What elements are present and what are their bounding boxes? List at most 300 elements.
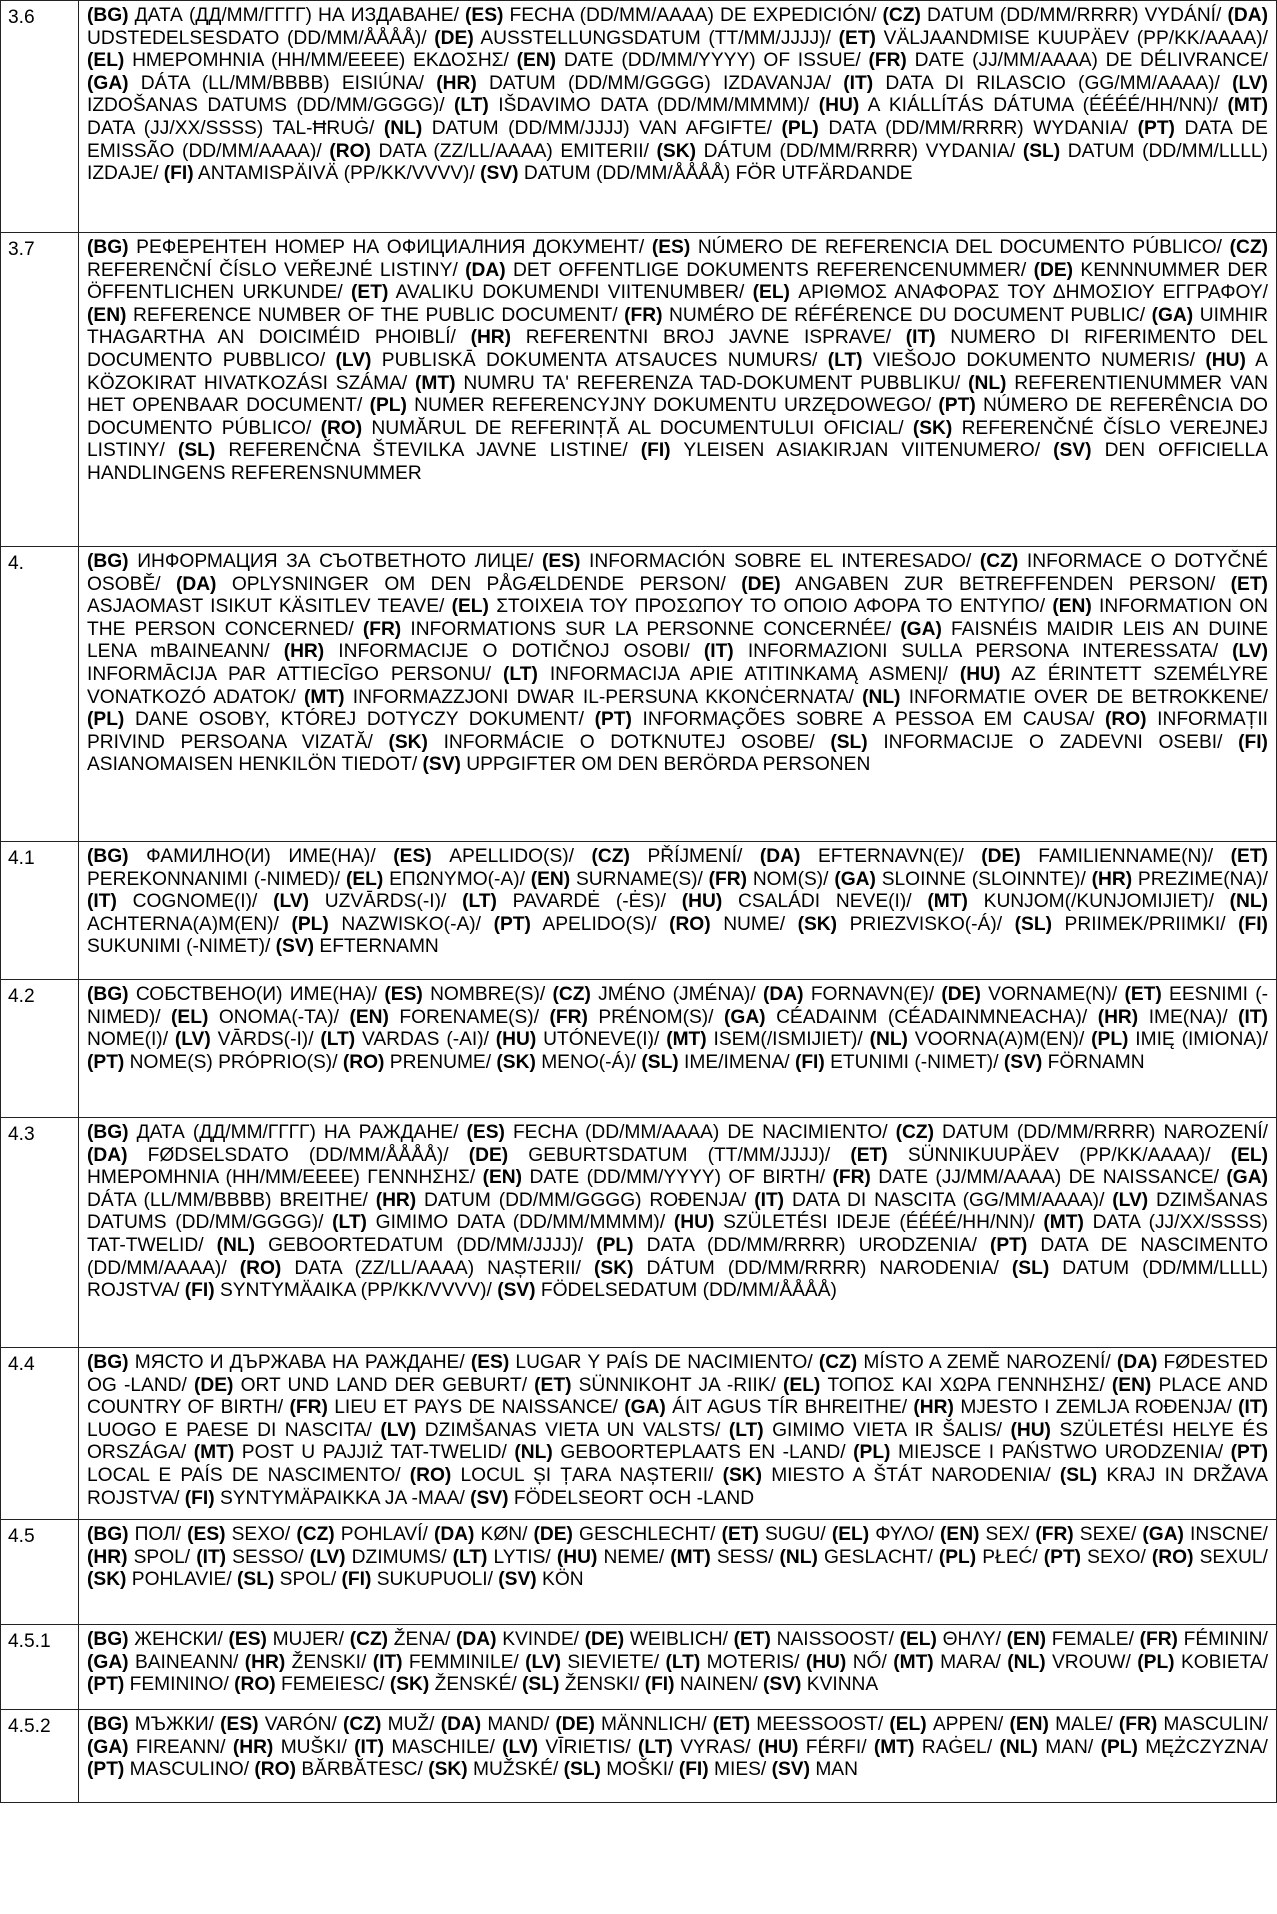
language-code: (EL) (783, 1374, 821, 1396)
translation-text: REFERENČNÍ ČÍSLO VEŘEJNÉ LISTINY (87, 259, 453, 281)
translation-text: PŁEĆ (982, 1546, 1033, 1568)
language-code: (LV) (502, 1736, 539, 1758)
language-code: (HR) (283, 641, 325, 663)
translation-text: DANE OSOBY, KTÓREJ DOTYCZY DOKUMENT (134, 709, 579, 731)
language-code: (SV) (470, 1487, 509, 1509)
table-row (1, 1, 1277, 233)
translation-text: MOŠKI (606, 1759, 669, 1781)
translation-text: FÖDELSEDATUM (DD/MM/ÅÅÅÅ) (540, 1280, 837, 1302)
translation-text: REFERENTIENUMMER VAN HET OPENBAAR DOCUMENT (87, 372, 1268, 417)
language-code: (SV) (497, 1280, 536, 1302)
translation-text: INFORMACIÓN SOBRE EL INTERESADO (589, 551, 966, 572)
language-code: (ES) (187, 1524, 226, 1545)
translation-text: ΤΟΠΟΣ ΚΑΙ ΧΩΡΑ ΓΕΝΝΗΣΗΣ (827, 1374, 1100, 1396)
language-code: (IT) (196, 1546, 227, 1568)
language-code: (ES) (393, 846, 432, 867)
language-code: (EN) (482, 1167, 523, 1189)
translation-text: SUKUNIMI (-NIMET) (87, 936, 265, 958)
translation-text: FECHA (DD/MM/AAAA) DE NACIMIENTO (512, 1122, 883, 1143)
translation-text: KVINDE (502, 1629, 574, 1650)
language-code: (ET) (534, 1374, 572, 1396)
translation-text: ŽENSKI (564, 1674, 635, 1696)
language-code: (LT) (827, 349, 863, 371)
translation-text: SYNTYMÄPAIKKA JA -MAA (219, 1487, 460, 1509)
language-code: (BG) (87, 237, 129, 258)
language-code: (PT) (1137, 117, 1175, 139)
language-code: (SK) (797, 913, 838, 935)
translation-text: APELIDO(S) (542, 913, 652, 935)
translation-text: PEREKONNANIMI (-NIMED) (87, 868, 335, 890)
item-translations: (BG) МЯСТО И ДЪРЖАВА НА РАЖДАНЕ/ (ES) LUGAR Y PAÍS DE NACIMIENTO/ (CZ) MÍSTO A ZEMĚ NAROZENÍ/ (DA) FØDESTED OG -LAND/ (DE) ORT UND LAND DER GEBURT/ (ET) SÜNNIKOHT JA -RIIK/ (EL) ΤΟΠΟΣ ΚΑΙ ΧΩΡΑ ΓΕΝΝΗΣΗΣ/ (EN) PLACE AND COUNTRY OF BIRTH/ (FR) LIEU ET PAYS DE NAISSANCE/ (GA) ÁIT AGUS TÍR BHREITHE/ (HR) MJESTO I ZEMLJA ROĐENJA/ (IT) LUOGO E PAESE DI NASCITA/ (LV) DZIMŠANAS VIETA UN VALSTS/ (LT) GIMIMO VIETA IR ŠALIS/ (HU) SZÜLETÉSI HELYE ÉS ORSZÁGA/ (MT) POST U PAJJIŻ TAT-TWELID/ (NL) GEBOORTEPLAATS EN -LAND/ (PL) MIEJSCE I PAŃSTWO URODZENIA/ (PT) LOCAL E PAÍS DE NASCIMENTO/ (RO) LOCUL ȘI ȚARA NAȘTERII/ (SK) MIESTO A ŠTÁT NARODENIA/ (SL) KRAJ IN DRŽAVA ROJSTVA/ (FI) SYNTYMÄPAIKKA JA -MAA/ (SV) FÖDELSEORT OCH -LAND (79, 1348, 1277, 1520)
language-code: (RO) (234, 1674, 276, 1696)
translation-text: PRIEZVISKO(-Á) (849, 913, 997, 935)
translation-text: MASCULINO (129, 1759, 244, 1781)
translation-text: MĘŻCZYZNA (1145, 1736, 1263, 1758)
language-code: (EN) (530, 868, 571, 890)
translation-text: MAND (487, 1714, 544, 1735)
language-code: (FR) (549, 1006, 588, 1028)
language-code: (HU) (673, 1212, 715, 1234)
translation-text: NÚMERO DE REFERÊNCIA DO DOCUMENTO PÚBLICO (87, 395, 1268, 439)
translation-text: EFTERNAVN(E) (817, 846, 959, 867)
language-code: (PL) (369, 395, 407, 417)
translation-text: REFERENCE NUMBER OF THE PUBLIC DOCUMENT (133, 304, 613, 326)
translation-text: DEN OFFICIELLA HANDLINGENS REFERENSNUMMER (87, 440, 1268, 484)
language-code: (ES) (220, 1714, 259, 1735)
translation-text: DATUM (DD/MM/RRRR) NAROZENÍ (942, 1122, 1263, 1143)
translation-text: MUJER (272, 1629, 339, 1650)
language-code: (FI) (644, 1674, 675, 1696)
language-code: (SL) (177, 440, 216, 462)
translation-text: ΣΤΟΙΧΕΙΑ ΤΟΥ ΠΡΟΣΩΠΟΥ ΤΟ ΟΠΟΙΟ ΑΦΟΡΑ ΤΟ ΕΝΤΥΠΟ (496, 596, 1040, 618)
language-code: (BG) (87, 5, 129, 26)
language-code: (HR) (913, 1397, 954, 1419)
language-code: (CZ) (895, 1122, 934, 1143)
language-code: (EL) (899, 1629, 937, 1650)
translation-text: SEXUL (1199, 1546, 1263, 1568)
translation-text: DATE (DD/MM/YYYY) OF ISSUE (563, 50, 856, 72)
translation-text: GESCHLECHT (579, 1524, 711, 1545)
language-code: (PT) (594, 709, 632, 731)
translation-text: ÁIT AGUS TÍR BHREITHE (672, 1397, 902, 1419)
language-code: (SK) (496, 1051, 536, 1073)
translation-text: NAINEN (679, 1674, 753, 1696)
language-code: (LT) (332, 1212, 367, 1234)
translation-text: DATUM (DD/MM/JJJJ) VAN AFGIFTE (431, 117, 767, 139)
language-code: (DE) (533, 1524, 573, 1545)
translation-text: KOBIETA (1180, 1651, 1263, 1673)
language-code: (PT) (493, 913, 531, 935)
translation-text: SÜNNIKUUPÄEV (PP/KK/AAAA) (907, 1144, 1206, 1166)
language-code: (DA) (759, 846, 801, 867)
translation-text: INFORMĀCIJA PAR ATTIECĪGO PERSONU (87, 663, 486, 685)
translation-text: РЕФЕРЕНТЕН НОМЕР НА ОФИЦИАЛНИЯ ДОКУМЕНТ (136, 237, 639, 258)
translation-text: SLOINNE (SLOINNTE) (881, 868, 1081, 890)
translation-text: MOTERIS (706, 1651, 795, 1673)
translation-text: REFERENČNA ŠTEVILKA JAVNE LISTINE (228, 440, 623, 462)
translation-text: ŽENSKÉ (434, 1674, 512, 1696)
language-code: (PL) (781, 117, 819, 139)
language-code: (PL) (853, 1442, 891, 1464)
language-code: (RO) (1151, 1546, 1194, 1568)
translation-text: ŽENSKI (291, 1651, 361, 1673)
item-translations: (BG) ЖЕНСКИ/ (ES) MUJER/ (CZ) ŽENA/ (DA) KVINDE/ (DE) WEIBLICH/ (ET) NAISSOOST/ (EL) ΘΗΛΥ/ (EN) FEMALE/ (FR) FÉMININ/ (GA) BAINEANN/ (HR) ŽENSKI/ (IT) FEMMINILE/ (LV) SIEVIETE/ (LT) MOTERIS/ (HU) NŐ/ (MT) MARA/ (NL) VROUW/ (PL) KOBIETA/ (PT) FEMININO/ (RO) FEMEIESC/ (SK) ŽENSKÉ/ (SL) ŽENSKI/ (FI) NAINEN/ (SV) KVINNA (79, 1625, 1277, 1710)
translation-text: PRIIMEK/PRIIMKI (1064, 913, 1221, 935)
language-code: (LT) (320, 1029, 356, 1051)
translation-text: ANGABEN ZUR BETREFFENDEN PERSON (794, 573, 1210, 595)
translation-text: GIMIMO VIETA IR ŠALIS (772, 1419, 997, 1441)
translation-text: PREZIME(NA) (1137, 868, 1263, 890)
translation-text: FEMEIESC (281, 1674, 380, 1696)
translation-text: KØN (480, 1524, 523, 1545)
translation-text: VORNAME(N) (988, 984, 1112, 1005)
language-code: (RO) (329, 140, 371, 162)
translation-text: MAN (1045, 1736, 1088, 1758)
language-code: (HU) (959, 663, 1001, 685)
translation-text: МЪЖКИ (134, 1714, 209, 1735)
translation-text: SESS (716, 1546, 769, 1568)
translation-text: APELLIDO(S) (449, 846, 569, 867)
language-code: (LV) (1232, 72, 1268, 94)
language-code: (LT) (728, 1419, 764, 1441)
language-code: (IT) (843, 72, 874, 94)
language-code: (EL) (171, 1006, 209, 1028)
language-code: (HU) (757, 1736, 799, 1758)
translation-text: MASCULIN (1163, 1714, 1263, 1735)
language-code: (FR) (868, 50, 907, 72)
language-code: (CZ) (818, 1352, 858, 1373)
translation-text: UIMHIR THAGARTHA AN DOICIMÉID PHOIBLÍ (87, 304, 1268, 349)
language-code: (CZ) (979, 551, 1019, 572)
translation-text: VROUW (1051, 1651, 1126, 1673)
language-code: (SV) (480, 163, 519, 185)
translation-text: INFORMACIJA APIE ATITINKAMĄ ASMENĮ (549, 663, 943, 685)
language-code: (DE) (741, 573, 781, 595)
language-code: (IT) (87, 891, 117, 913)
language-code: (GA) (724, 1006, 766, 1028)
translation-text: ИНФОРМАЦИЯ ЗА СЪОТВЕТНОТО ЛИЦЕ (137, 551, 529, 572)
translation-text: ДАТА (ДД/ММ/ГГГГ) НА РАЖДАНЕ (136, 1122, 454, 1143)
translation-text: EESNIMI (-NIMED) (87, 984, 1269, 1028)
translation-text: GEBOORTEDATUM (DD/MM/JJJJ) (268, 1234, 578, 1256)
language-code: (CZ) (349, 1629, 389, 1650)
translation-text: PRENUME (389, 1051, 486, 1073)
language-code: (SK) (388, 731, 428, 753)
language-code: (EL) (889, 1714, 927, 1735)
language-code: (HR) (232, 1736, 274, 1758)
language-code: (PL) (596, 1234, 634, 1256)
language-code: (MT) (666, 1029, 707, 1051)
language-code: (NL) (1229, 891, 1269, 913)
translation-text: PLACE AND COUNTRY OF BIRTH (87, 1374, 1268, 1419)
translation-text: RAĠEL (921, 1736, 987, 1758)
language-code: (CZ) (1229, 237, 1268, 258)
translation-text: NOME(I) (87, 1029, 163, 1051)
translation-text: DZIMŠANAS VIETA UN VALSTS (424, 1419, 715, 1441)
translation-text: POHLAVÍ (340, 1524, 423, 1545)
translation-text: DATUM (DD/MM/LLLL) ROJSTVA (87, 1257, 1268, 1302)
translation-text: ΗΜΕΡΟΜΗΝΙΑ (ΗΗ/ΜΜ/ΕΕΕΕ) ΕΚΔΟΣΗΣ (132, 50, 504, 72)
translation-text: UZVĀRDS(-I) (324, 891, 441, 913)
language-code: (NL) (383, 117, 423, 139)
language-code: (LV) (380, 1419, 417, 1441)
language-code: (IT) (372, 1651, 403, 1673)
language-code: (SL) (563, 1759, 601, 1781)
item-translations: (BG) РЕФЕРЕНТЕН НОМЕР НА ОФИЦИАЛНИЯ ДОКУМЕНТ/ (ES) NÚMERO DE REFERENCIA DEL DOCUMENTO PÚBLICO/ (CZ) REFERENČNÍ ČÍSLO VEŘEJNÉ LISTINY/ (DA) DET OFFENTLIGE DOKUMENTS REFERENCENUMMER/ (DE) KENNNUMMER DER ÖFFENTLICHEN URKUNDE/ (ET) AVALIKU DOKUMENDI VIITENUMBER/ (EL) ΑΡΙΘΜΟΣ ΑΝΑΦΟΡΑΣ ΤΟΥ ΔΗΜΟΣΙΟΥ ΕΓΓΡΑΦΟΥ/ (EN) REFERENCE NUMBER OF THE PUBLIC DOCUMENT/ (FR) NUMÉRO DE RÉFÉRENCE DU DOCUMENT PUBLIC/ (GA) UIMHIR THAGARTHA AN DOICIMÉID PHOIBLÍ/ (HR) REFERENTNI BROJ JAVNE ISPRAVE/ (IT) NUMERO DI RIFERIMENTO DEL DOCUMENTO PUBBLICO/ (LV) PUBLISKĀ DOKUMENTA ATSAUCES NUMURS/ (LT) VIEŠOJO DOKUMENTO NUMERIS/ (HU) A KÖZOKIRAT HIVATKOZÁSI SZÁMA/ (MT) NUMRU TA' REFERENZA TAD-DOKUMENT PUBBLIKU/ (NL) REFERENTIENUMMER VAN HET OPENBAAR DOCUMENT/ (PL) NUMER REFERENCYJNY DOKUMENTU URZĘDOWEGO/ (PT) NÚMERO DE REFERÊNCIA DO DOCUMENTO PÚBLICO/ (RO) NUMĂRUL DE REFERINȚĂ AL DOCUMENTULUI OFICIAL/ (SK) REFERENČNÉ ČÍSLO VEREJNEJ LISTINY/ (SL) REFERENČNA ŠTEVILKA JAVNE LISTINE/ (FI) YLEISEN ASIAKIRJAN VIITENUMERO/ (SV) DEN OFFICIELLA HANDLINGENS REFERENSNUMMER (79, 233, 1277, 547)
language-code: (HR) (244, 1651, 286, 1673)
language-code: (LT) (638, 1736, 673, 1758)
translation-text: SZÜLETÉSI HELYE ÉS ORSZÁGA (87, 1419, 1269, 1464)
language-code: (CZ) (296, 1524, 335, 1545)
translation-text: GEBOORTEPLAATS EN -LAND (560, 1442, 841, 1464)
translation-text: FEMMINILE (408, 1651, 514, 1673)
translation-text: ANTAMISPÄIVÄ (PP/KK/VVVV) (197, 163, 470, 185)
translation-text: SUKUPUOLI (376, 1569, 488, 1591)
translation-text: MUŽSKÉ (473, 1759, 553, 1781)
translation-text: DATA DE EMISSÃO (DD/MM/AAAA) (87, 117, 1268, 162)
language-code: (HU) (1010, 1419, 1051, 1441)
language-code: (BG) (87, 846, 129, 867)
language-code: (BG) (87, 551, 129, 572)
language-code: (HR) (87, 1546, 128, 1568)
language-code: (DA) (175, 573, 217, 595)
item-translations: (BG) ИНФОРМАЦИЯ ЗА СЪОТВЕТНОТО ЛИЦЕ/ (ES) INFORMACIÓN SOBRE EL INTERESADO/ (CZ) INFORMACE O DOTYČNÉ OSOBĚ/ (DA) OPLYSNINGER OM DEN PÅGÆLDENDE PERSON/ (DE) ANGABEN ZUR BETREFFENDEN PERSON/ (ET) ASJAOMAST ISIKUT KÄSITLEV TEAVE/ (EL) ΣΤΟΙΧΕΙΑ ΤΟΥ ΠΡΟΣΩΠΟΥ ΤΟ ΟΠΟΙΟ ΑΦΟΡΑ ΤΟ ΕΝΤΥΠΟ/ (EN) INFORMATION ON THE PERSON CONCERNED/ (FR) INFORMATIONS SUR LA PERSONNE CONCERNÉE/ (GA) FAISNÉIS MAIDIR LEIS AN DUINE LENA mBAINEANN/ (HR) INFORMACIJE O DOTIČNOJ OSOBI/ (IT) INFORMAZIONI SULLA PERSONA INTERESSATA/ (LV) INFORMĀCIJA PAR ATTIECĪGO PERSONU/ (LT) INFORMACIJA APIE ATITINKAMĄ ASMENĮ/ (HU) AZ ÉRINTETT SZEMÉLYRE VONATKOZÓ ADATOK/ (MT) INFORMAZZJONI DWAR IL-PERSUNA KKONĊERNATA/ (NL) INFORMATIE OVER DE BETROKKENE/ (PL) DANE OSOBY, KTÓREJ DOTYCZY DOKUMENT/ (PT) INFORMAÇÕES SOBRE A PESSOA EM CAUSA/ (RO) INFORMAȚII PRIVIND PERSOANA VIZATĂ/ (SK) INFORMÁCIE O DOTKNUTEJ OSOBE/ (SL) INFORMACIJE O ZADEVNI OSEBI/ (FI) ASIANOMAISEN HENKILÖN TIEDOT/ (SV) UPPGIFTER OM DEN BERÖRDA PERSONEN (79, 547, 1277, 842)
language-code: (EN) (1009, 1714, 1049, 1735)
item-number: 4.3 (1, 1118, 79, 1348)
translation-text: INFORMAȚII PRIVIND PERSOANA VIZATĂ (87, 709, 1268, 753)
translation-text: ŽENA (393, 1629, 445, 1650)
item-translations: (BG) ДАТА (ДД/ММ/ГГГГ) НА РАЖДАНЕ/ (ES) FECHA (DD/MM/AAAA) DE NACIMIENTO/ (CZ) DATUM (DD/MM/RRRR) NAROZENÍ/ (DA) FØDSELSDATO (DD/MM/ÅÅÅÅ)/ (DE) GEBURTSDATUM (TT/MM/JJJJ)/ (ET) SÜNNIKUUPÄEV (PP/KK/AAAA)/ (EL) ΗΜΕΡΟΜΗΝΙΑ (ΗΗ/ΜΜ/ΕΕΕΕ) ΓΕΝΝΗΣΗΣ/ (EN) DATE (DD/MM/YYYY) OF BIRTH/ (FR) DATE (JJ/MM/AAAA) DE NAISSANCE/ (GA) DÁTA (LL/MM/BBBB) BREITHE/ (HR) DATUM (DD/MM/GGGG) ROĐENJA/ (IT) DATA DI NASCITA (GG/MM/AAAA)/ (LV) DZIMŠANAS DATUMS (DD/MM/GGGG)/ (LT) GIMIMO DATA (DD/MM/MMMM)/ (HU) SZÜLETÉSI IDEJE (ÉÉÉÉ/HH/NN)/ (MT) DATA (JJ/XX/SSSS) TAT-TWELID/ (NL) GEBOORTEDATUM (DD/MM/JJJJ)/ (PL) DATA (DD/MM/RRRR) URODZENIA/ (PT) DATA DE NASCIMENTO (DD/MM/AAAA)/ (RO) DATA (ZZ/LL/AAAA) NAȘTERII/ (SK) DÁTUM (DD/MM/RRRR) NARODENIA/ (SL) DATUM (DD/MM/LLLL) ROJSTVA/ (FI) SYNTYMÄAIKA (PP/KK/VVVV)/ (SV) FÖDELSEDATUM (DD/MM/ÅÅÅÅ) (79, 1118, 1277, 1348)
language-code: (DA) (1116, 1352, 1158, 1373)
translation-text: INFORMAZIONI SULLA PERSONA INTERESSATA (747, 641, 1213, 663)
language-code: (PT) (989, 1234, 1028, 1256)
language-code: (FR) (624, 304, 663, 326)
translation-text: INFORMAÇÕES SOBRE A PESSOA EM CAUSA (642, 709, 1089, 731)
language-code: (SL) (522, 1674, 560, 1696)
language-code: (ET) (1124, 984, 1162, 1005)
language-code: (LV) (174, 1029, 211, 1051)
language-code: (DA) (455, 1629, 497, 1650)
language-code: (ET) (1230, 846, 1268, 867)
translation-text: LOCUL ȘI ȚARA NAȘTERII (460, 1464, 709, 1486)
item-translations: (BG) СОБСТВЕНО(И) ИМЕ(НА)/ (ES) NOMBRE(S)/ (CZ) JMÉNO (JMÉNA)/ (DA) FORNAVN(E)/ (DE) VORNAME(N)/ (ET) EESNIMI (-NIMED)/ (EL) ΟΝΟΜΑ(-ΤΑ)/ (EN) FORENAME(S)/ (FR) PRÉNOM(S)/ (GA) CÉADAINM (CÉADAINMNEACHA)/ (HR) IME(NA)/ (IT) NOME(I)/ (LV) VĀRDS(-I)/ (LT) VARDAS (-AI)/ (HU) UTÓNEVE(I)/ (MT) ISEM(/ISMIJIET)/ (NL) VOORNA(A)M(EN)/ (PL) IMIĘ (IMIONA)/ (PT) NOME(S) PRÓPRIO(S)/ (RO) PRENUME/ (SK) MENO(-Á)/ (SL) IME/IMENA/ (FI) ETUNIMI (-NIMET)/ (SV) FÖRNAMN (79, 980, 1277, 1118)
translation-text: FORNAVN(E) (810, 984, 929, 1005)
translation-text: POHLAVIE (131, 1569, 227, 1591)
language-code: (EL) (87, 50, 125, 72)
language-code: (SK) (428, 1759, 468, 1781)
language-code: (DE) (434, 27, 474, 49)
translation-text: SEXO (1087, 1546, 1141, 1568)
language-code: (RO) (409, 1464, 452, 1486)
language-code: (FR) (289, 1397, 328, 1419)
translation-text: DATE (JJ/MM/AAAA) DE NAISSANCE (878, 1167, 1214, 1189)
language-code: (LV) (1112, 1189, 1149, 1211)
translation-text: KVINNA (806, 1674, 879, 1696)
language-code: (GA) (900, 618, 942, 640)
translation-text: FECHA (DD/MM/AAAA) DE EXPEDICIÓN (509, 5, 872, 26)
language-code: (SL) (641, 1051, 679, 1073)
translation-text: NŐ (852, 1651, 882, 1673)
language-code: (HR) (375, 1189, 417, 1211)
language-code: (ES) (465, 5, 504, 26)
language-code: (HR) (1091, 868, 1133, 890)
translation-text: PŘÍJMENÍ (647, 846, 738, 867)
translation-text: BAINEANN (134, 1651, 234, 1673)
translation-text: VOORNA(A)M(EN) (914, 1029, 1079, 1051)
language-code: (ET) (1230, 573, 1268, 595)
translation-text: DZIMŠANAS DATUMS (DD/MM/GGGG) (87, 1189, 1268, 1234)
language-code: (NL) (862, 686, 901, 708)
language-code: (LT) (452, 1546, 488, 1568)
item-translations: (BG) ДАТА (ДД/ММ/ГГГГ) НА ИЗДАВАНЕ/ (ES) FECHA (DD/MM/AAAA) DE EXPEDICIÓN/ (CZ) DATUM (DD/MM/RRRR) VYDÁNÍ/ (DA) UDSTEDELSESDATO (DD/MM/ÅÅÅÅ)/ (DE) AUSSTELLUNGSDATUM (TT/MM/JJJJ)/ (ET) VÄLJAANDMISE KUUPÄEV (PP/KK/AAAA)/ (EL) ΗΜΕΡΟΜΗΝΙΑ (ΗΗ/ΜΜ/ΕΕΕΕ) ΕΚΔΟΣΗΣ/ (EN) DATE (DD/MM/YYYY) OF ISSUE/ (FR) DATE (JJ/MM/AAAA) DE DÉLIVRANCE/ (GA) DÁTA (LL/MM/BBBB) EISIÚNA/ (HR) DATUM (DD/MM/GGGG) IZDAVANJA/ (IT) DATA DI RILASCIO (GG/MM/AAAA)/ (LV) IZDOŠANAS DATUMS (DD/MM/GGGG)/ (LT) IŠDAVIMO DATA (DD/MM/MMMM)/ (HU) A KIÁLLÍTÁS DÁTUMA (ÉÉÉÉ/HH/NN)/ (MT) DATA (JJ/XX/SSSS) TAL-ĦRUĠ/ (NL) DATUM (DD/MM/JJJJ) VAN AFGIFTE/ (PL) DATA (DD/MM/RRRR) WYDANIA/ (PT) DATA DE EMISSÃO (DD/MM/AAAA)/ (RO) DATA (ZZ/LL/AAAA) EMITERII/ (SK) DÁTUM (DD/MM/RRRR) VYDANIA/ (SL) DATUM (DD/MM/LLLL) IZDAJE/ (FI) ANTAMISPÄIVÄ (PP/KK/VVVV)/ (SV) DATUM (DD/MM/ÅÅÅÅ) FÖR UTFÄRDANDE (79, 1, 1277, 233)
translation-text: SPOL (279, 1569, 331, 1591)
table-row (1, 1520, 1277, 1625)
language-code: (SV) (498, 1569, 537, 1591)
language-code: (CZ) (882, 5, 921, 26)
language-code: (HR) (470, 327, 512, 349)
language-code: (EN) (940, 1524, 980, 1545)
language-code: (ES) (228, 1629, 267, 1650)
translation-text: ΕΠΩΝΥΜΟ(-Α) (389, 868, 520, 890)
language-code: (BG) (87, 984, 129, 1005)
language-code: (PT) (938, 395, 976, 417)
translation-text: ΗΜΕΡΟΜΗΝΙΑ (ΗΗ/ΜΜ/ΕΕΕΕ) ΓΕΝΝΗΣΗΣ (87, 1167, 470, 1189)
translation-text: KÖN (542, 1569, 584, 1591)
item-number: 3.7 (1, 233, 79, 547)
language-code: (IT) (703, 641, 734, 663)
language-code: (CZ) (552, 984, 591, 1005)
translation-text: FIREANN (135, 1736, 221, 1758)
language-code: (NL) (514, 1442, 553, 1464)
language-code: (SL) (1011, 1257, 1050, 1279)
translation-text: PUBLISKĀ DOKUMENTA ATSAUCES NUMURS (381, 349, 813, 371)
translation-text: NOM(S) (752, 868, 824, 890)
translation-text: MÄNNLICH (601, 1714, 702, 1735)
translation-text: DATUM (DD/MM/GGGG) ROĐENJA (424, 1189, 742, 1211)
language-code: (LT) (665, 1651, 701, 1673)
translation-text: SEXO (231, 1524, 285, 1545)
translation-text: DÁTUM (DD/MM/RRRR) NARODENIA (646, 1257, 994, 1279)
table-body (1, 1, 1277, 1803)
translation-text: LIEU ET PAYS DE NAISSANCE (334, 1397, 613, 1419)
translation-text: GIMIMO DATA (DD/MM/MMMM) (375, 1212, 660, 1234)
translation-text: DATA (JJ/XX/SSSS) TAT-TWELID (87, 1212, 1268, 1256)
language-code: (ET) (838, 27, 876, 49)
language-code: (GA) (87, 1651, 129, 1673)
translation-text: INFORMATION ON THE PERSON CONCERNED (87, 596, 1268, 640)
table-row (1, 233, 1277, 547)
item-number: 4.5.2 (1, 1710, 79, 1803)
translation-text: MIES (714, 1759, 761, 1781)
language-code: (PT) (87, 1759, 125, 1781)
translation-text: SZÜLETÉSI IDEJE (ÉÉÉÉ/HH/NN) (723, 1212, 1030, 1234)
translation-text: MASCHILE (391, 1736, 490, 1758)
translation-text: NUMER REFERENCYJNY DOKUMENTU URZĘDOWEGO (414, 395, 926, 417)
translation-text: PRÉNOM(S) (598, 1006, 709, 1028)
language-code: (GA) (87, 72, 129, 94)
translation-text: INFORMAZZJONI DWAR IL-PERSUNA KKONĊERNATA (352, 686, 849, 708)
language-code: (SV) (763, 1674, 802, 1696)
language-code: (FR) (1118, 1714, 1158, 1735)
translation-text: UTÓNEVE(I) (543, 1029, 655, 1051)
translation-text: VARÓN (264, 1714, 332, 1735)
translation-text: IMIĘ (IMIONA) (1135, 1029, 1263, 1051)
translation-text: DÁTUM (DD/MM/RRRR) VYDANIA (703, 140, 1010, 162)
translation-text: ORT UND LAND DER GEBURT (240, 1374, 522, 1396)
language-code: (SL) (237, 1569, 275, 1591)
translation-text: MIEJSCE I PAŃSTWO URODZENIA (898, 1442, 1218, 1464)
translation-text: MJESTO I ZEMLJA ROĐENJA (960, 1397, 1227, 1419)
translation-text: ΟΝΟΜΑ(-ΤΑ) (218, 1006, 334, 1028)
language-code: (SL) (1059, 1464, 1098, 1486)
translation-text: VĪRIETIS (545, 1736, 626, 1758)
translation-text: DATA (JJ/XX/SSSS) TAL-ĦRUĠ (87, 117, 370, 139)
language-code: (BG) (87, 1714, 129, 1735)
language-code: (FI) (678, 1759, 709, 1781)
translation-text: IME(NA) (1148, 1006, 1223, 1028)
language-code: (SK) (594, 1257, 634, 1279)
language-code: (ES) (542, 551, 581, 572)
translation-text: ФАМИЛНО(И) ИМЕ(НА) (146, 846, 371, 867)
language-code: (LT) (462, 891, 497, 913)
translation-text: МЯСТО И ДЪРЖАВА НА РАЖДАНЕ (134, 1352, 460, 1373)
language-code: (FI) (184, 1280, 215, 1302)
translation-text: MÍSTO A ZEMĚ NAROZENÍ (863, 1352, 1106, 1373)
table-row (1, 980, 1277, 1118)
language-code: (NL) (1007, 1651, 1046, 1673)
language-code: (IT) (754, 1189, 785, 1211)
translation-text: INFORMACE O DOTYČNÉ OSOBĚ (87, 551, 1268, 595)
translation-text: MUŽ (387, 1714, 430, 1735)
language-code: (PT) (1043, 1546, 1082, 1568)
language-code: (ET) (733, 1629, 771, 1650)
language-code: (EL) (1230, 1144, 1268, 1166)
language-code: (CZ) (343, 1714, 382, 1735)
table-row (1, 547, 1277, 842)
language-code: (LV) (335, 349, 372, 371)
translation-text: DATA (ZZ/LL/AAAA) EMITERII (378, 140, 644, 162)
language-code: (FI) (794, 1051, 825, 1073)
table-row (1, 1625, 1277, 1710)
translation-text: CÉADAINM (CÉADAINMNEACHA) (776, 1006, 1082, 1028)
translation-text: SURNAME(S) (575, 868, 698, 890)
language-code: (DE) (1033, 259, 1074, 281)
translation-text: NEME (603, 1546, 659, 1568)
language-code: (GA) (624, 1397, 666, 1419)
language-code: (HR) (436, 72, 477, 94)
translation-text: UPPGIFTER OM DEN BERÖRDA PERSONEN (466, 754, 871, 776)
language-code: (FI) (1238, 913, 1268, 935)
translation-text: FÉMININ (1183, 1629, 1263, 1650)
translation-text: FEMALE (1051, 1629, 1129, 1650)
translation-text: ЖЕНСКИ (134, 1629, 218, 1650)
language-code: (EL) (451, 596, 489, 618)
item-number: 4.2 (1, 980, 79, 1118)
language-code: (PT) (87, 1674, 125, 1696)
language-code: (ET) (351, 282, 389, 304)
translation-text: IME/IMENA (684, 1051, 785, 1073)
translation-text: SIEVIETE (567, 1651, 654, 1673)
translation-text: AUSSTELLUNGSDATUM (TT/MM/JJJJ) (480, 27, 826, 49)
language-code: (HU) (1205, 349, 1246, 371)
language-code: (MT) (1043, 1212, 1084, 1234)
language-code: (HU) (556, 1546, 598, 1568)
translation-text: DATA (DD/MM/RRRR) WYDANIA (828, 117, 1123, 139)
language-code: (LV) (1232, 641, 1268, 663)
language-code: (MT) (415, 372, 456, 394)
translation-text: DZIMUMS (351, 1546, 442, 1568)
translation-text: ПОЛ (134, 1524, 176, 1545)
